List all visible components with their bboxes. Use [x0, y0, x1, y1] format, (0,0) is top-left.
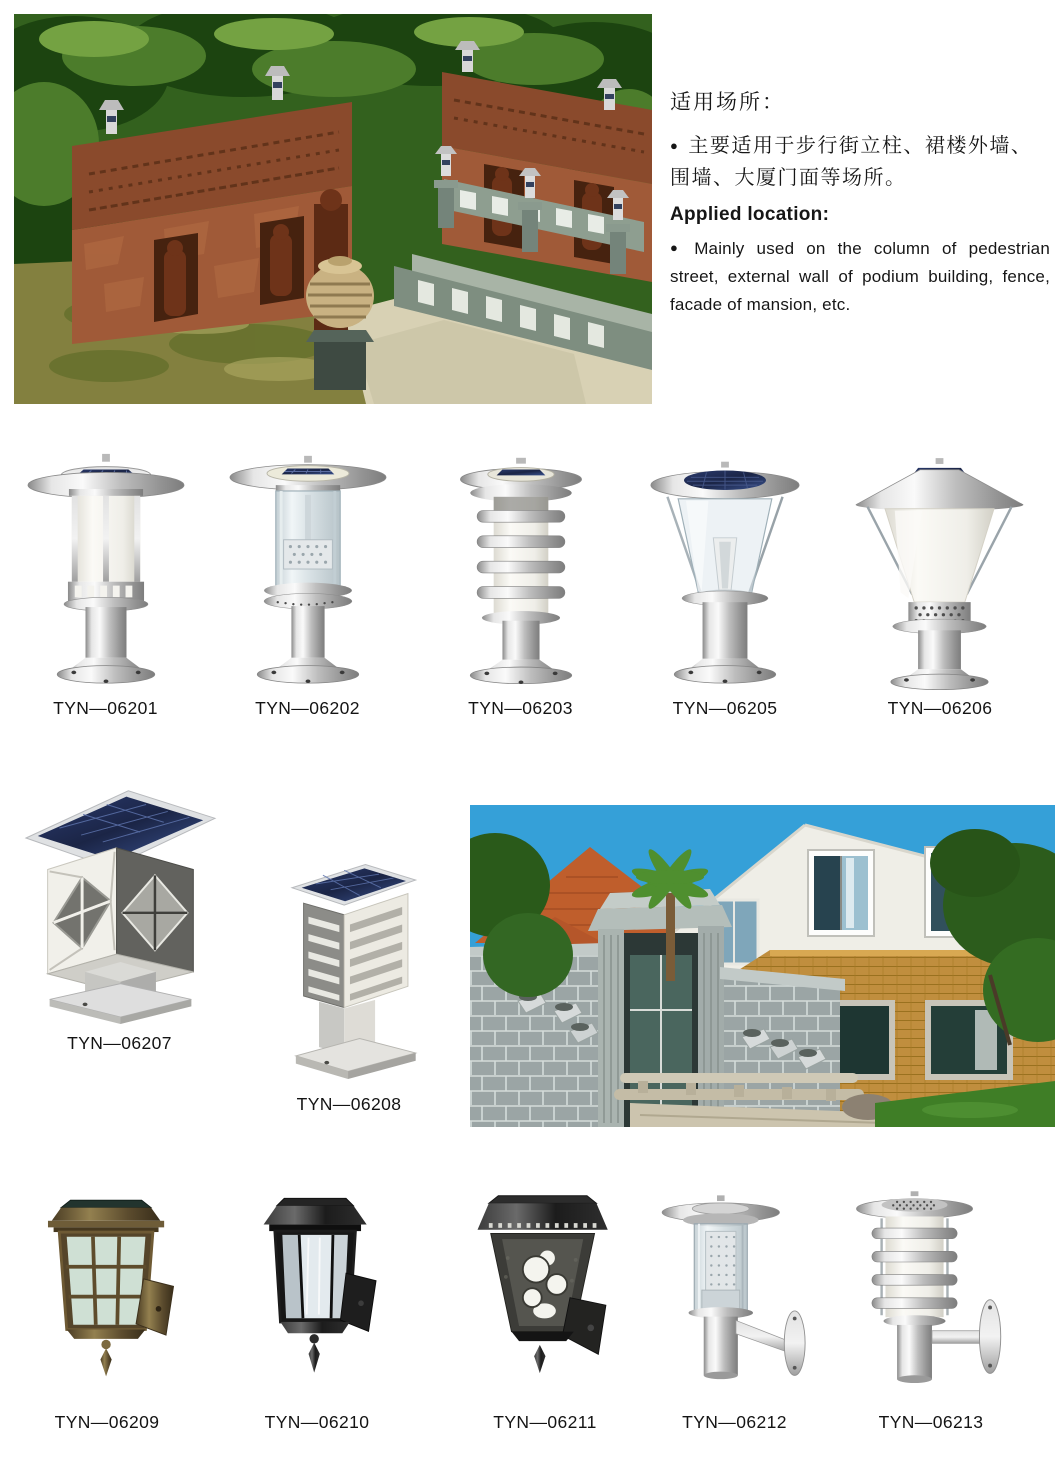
- product-image-tyn-06213: [839, 1188, 1023, 1396]
- product-label: TYN—06205: [672, 698, 778, 718]
- bullet-icon: ●: [670, 240, 686, 255]
- product-label: TYN—06206: [887, 698, 993, 718]
- garden-application-photo: [14, 14, 652, 404]
- product-label: TYN—06210: [264, 1412, 370, 1432]
- product-cell: [433, 450, 608, 719]
- garden-scene-illustration: [14, 14, 652, 404]
- product-label: TYN—06211: [493, 1412, 597, 1432]
- product-image-tyn-06205: [640, 450, 810, 690]
- product-image-tyn-06209: [18, 1188, 196, 1396]
- product-label: TYN—06202: [255, 698, 360, 718]
- product-label: TYN—06212: [682, 1412, 787, 1432]
- product-label: TYN—06213: [878, 1412, 984, 1432]
- product-image-tyn-06206: [850, 450, 1030, 690]
- applied-location-block: [670, 86, 1050, 319]
- product-label: TYN—06207: [67, 1033, 172, 1053]
- product-cell: [12, 775, 227, 1054]
- product-cell: [635, 450, 815, 719]
- product-image-tyn-06207: [14, 775, 226, 1027]
- product-image-tyn-06201: [23, 450, 189, 690]
- bullet-icon: ●: [670, 138, 680, 153]
- product-cell: [228, 1188, 406, 1433]
- product-image-tyn-06210: [228, 1188, 406, 1396]
- villa-scene-illustration: [470, 805, 1055, 1127]
- product-image-tyn-06203: [438, 450, 604, 690]
- product-cell: [18, 450, 193, 719]
- product-label: TYN—06209: [54, 1412, 160, 1432]
- product-cell: [220, 450, 395, 719]
- product-image-tyn-06208: [263, 848, 435, 1084]
- product-image-tyn-06202: [225, 450, 391, 690]
- usage-body-en-text: Mainly used on the column of pedestrian street, external wall of podium building, fence, facade of mansion, etc.: [670, 239, 1050, 314]
- product-label: TYN—06208: [296, 1094, 402, 1114]
- product-image-tyn-06212: [645, 1188, 825, 1396]
- usage-body-zh: [670, 130, 1050, 194]
- product-cell: [836, 1188, 1026, 1433]
- product-cell: [642, 1188, 827, 1433]
- villa-application-photo: [470, 805, 1055, 1127]
- usage-body-zh-text: 主要适用于步行街立柱、裙楼外墙、围墙、大厦门面等场所。: [670, 135, 1033, 189]
- product-label: TYN—06201: [53, 698, 158, 718]
- product-image-tyn-06211: [453, 1188, 637, 1396]
- product-cell: [450, 1188, 640, 1433]
- product-cell: [18, 1188, 196, 1433]
- product-cell: [845, 450, 1035, 719]
- product-cell: [260, 848, 438, 1115]
- usage-title-en: Applied location:: [670, 204, 830, 225]
- usage-body-en: [670, 234, 1050, 319]
- usage-title-zh: 适用场所：: [670, 91, 785, 114]
- product-label: TYN—06203: [468, 698, 573, 718]
